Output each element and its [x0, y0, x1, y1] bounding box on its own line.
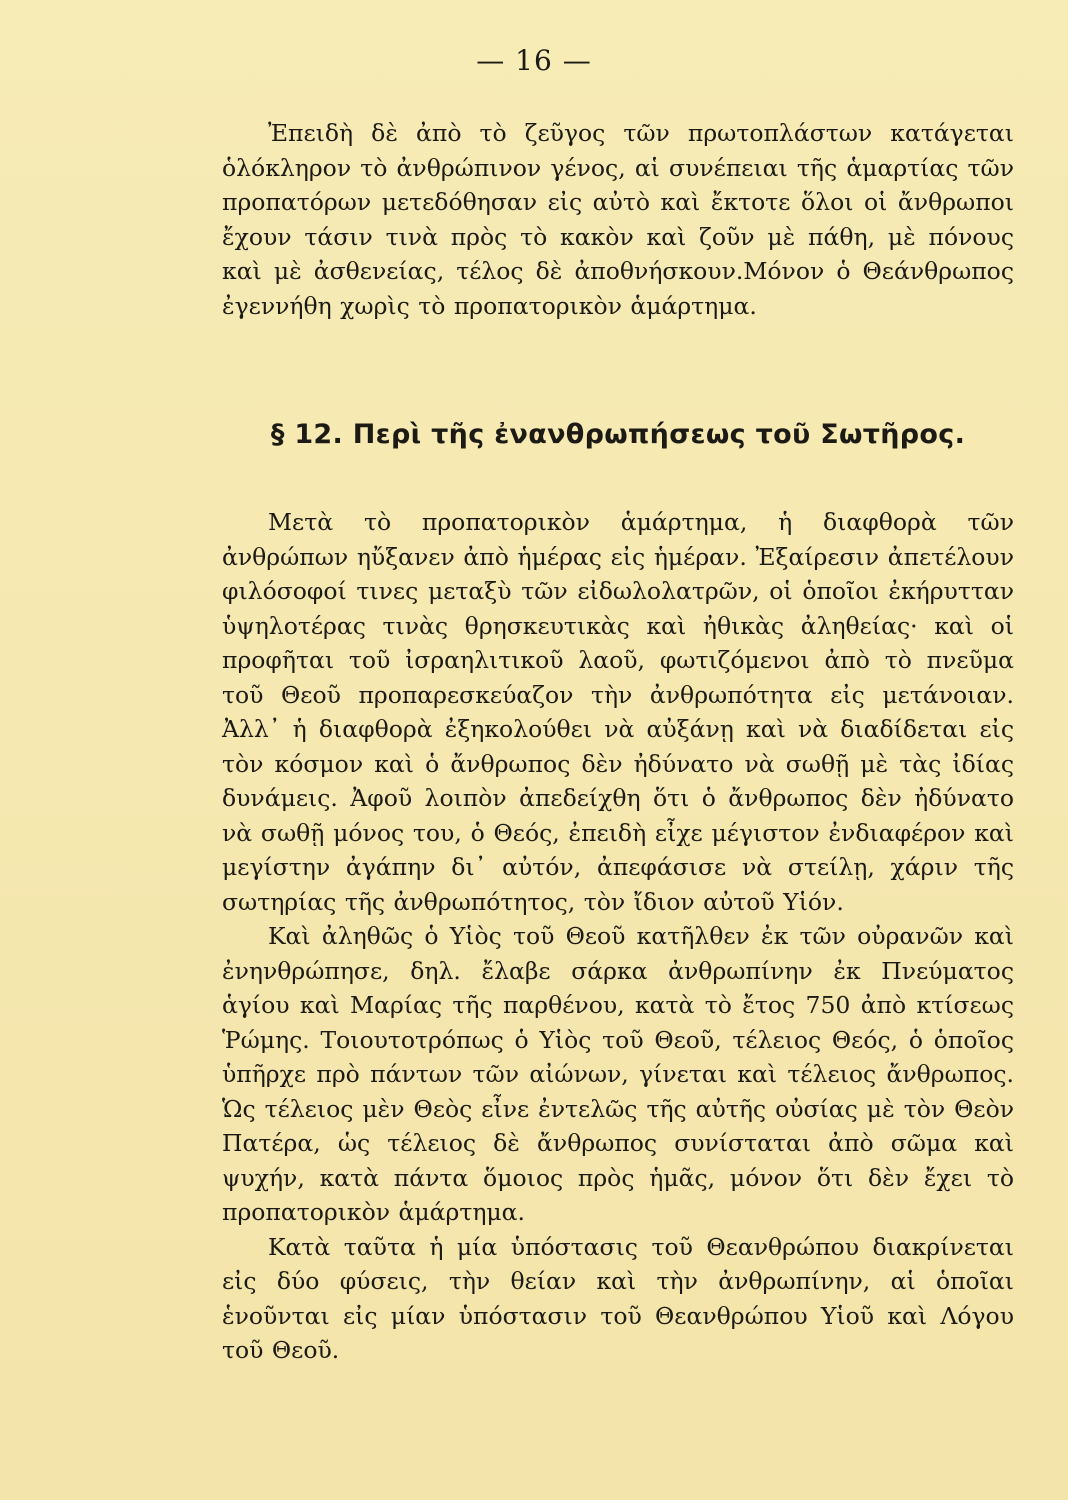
- section-paragraph-2: Καὶ ἀληθῶς ὁ Υἱὸς τοῦ Θεοῦ κατῆλθεν ἐκ τῶν οὐρανῶν καὶ ἐνηνθρώπησε, δηλ. ἔλαβε σάρκα ἀνθρωπίνην ἐκ Πνεύματος ἁγίου καὶ Μαρίας τῆς παρθένου, κατὰ τὸ ἔτος 750 ἀπὸ κτίσεως Ῥώμης. Τοιουτοτρόπως ὁ Υἱὸς τοῦ Θεοῦ, τέλειος Θεός, ὁ ὁποῖος ὑπῆρχε πρὸ πάντων τῶν αἰώνων, γίνεται καὶ τέλειος ἄνθρωπος. Ὡς τέλειος μὲν Θεὸς εἶνε ἐντελῶς τῆς αὐτῆς οὐσίας μὲ τὸν Θεὸν Πατέρα, ὡς τέλειος δὲ ἄνθρωπος συνίσταται ἀπὸ σῶμα καὶ ψυχήν, κατὰ πάντα ὅμοιος πρὸς ἡμᾶς, μόνον ὅτι δὲν ἔχει τὸ προπατορικὸν ἁμάρτημα.: [222, 922, 1014, 1226]
- section-paragraph-1: Μετὰ τὸ προπατορικὸν ἁμάρτημα, ἡ διαφθορὰ τῶν ἀνθρώπων ηὔξανεν ἀπὸ ἡμέρας εἰς ἡμέραν. Ἐξαίρεσιν ἀπετέλουν φιλόσοφοί τινες μεταξὺ τῶν εἰδωλολατρῶν, οἱ ὁποῖοι ἐκήρυτταν ὑψηλοτέρας τινὰς θρησκευτικὰς καὶ ἠθικὰς ἀληθείας· καὶ οἱ προφῆται τοῦ ἰσραηλιτικοῦ λαοῦ, φωτιζόμενοι ἀπὸ τὸ πνεῦμα τοῦ Θεοῦ προπαρεσκεύαζον τὴν ἀνθρωπότητα εἰς μετάνοιαν. Ἀλλ᾽ ἡ διαφθορὰ ἐξηκολούθει νὰ αὐξάνῃ καὶ νὰ διαδίδεται εἰς τὸν κόσμον καὶ ὁ ἄνθρωπος δὲν ἠδύνατο νὰ σωθῇ μὲ τὰς ἰδίας δυνάμεις. Ἀφοῦ λοιπὸν ἀπεδείχθη ὅτι ὁ ἄνθρωπος δὲν ἠδύνατο νὰ σωθῇ μόνος του, ὁ Θεός, ἐπειδὴ εἶχε μέγιστον ἐνδιαφέρον καὶ μεγίστην ἀγάπην δι᾽ αὐτόν, ἀπεφάσισε νὰ στείλῃ, χάριν τῆς σωτηρίας τῆς ἀνθρωπότητος, τὸν ἴδιον αὐτοῦ Υἱόν.: [222, 508, 1014, 916]
- intro-block: [222, 116, 1014, 323]
- page-number: — 16 —: [476, 44, 592, 77]
- section-paragraph-3: Κατὰ ταῦτα ἡ μία ὑπόστασις τοῦ Θεανθρώπου διακρίνεται εἰς δύο φύσεις, τὴν θείαν καὶ τὴν ἀνθρωπίνην, αἱ ὁποῖαι ἑνοῦνται εἰς μίαν ὑπόστασιν τοῦ Θεανθρώπου Υἱοῦ καὶ Λόγου τοῦ Θεοῦ.: [222, 1232, 1014, 1364]
- section-heading: § 12. Περὶ τῆς ἐνανθρωπήσεως τοῦ Σωτῆρος.: [270, 419, 966, 450]
- section-body: [222, 505, 1014, 1368]
- intro-paragraph: Ἐπειδὴ δὲ ἀπὸ τὸ ζεῦγος τῶν πρωτοπλάστων κατάγεται ὁλόκληρον τὸ ἀνθρώπινον γένος, αἱ συνέπειαι τῆς ἁμαρτίας τῶν προπατόρων μετεδόθησαν εἰς αὐτὸ καὶ ἔκτοτε ὅλοι οἱ ἄνθρωποι ἔχουν τάσιν τινὰ πρὸς τὸ κακὸν καὶ ζοῦν μὲ πάθη, μὲ πόνους καὶ μὲ ἀσθενείας, τέλος δὲ ἀποθνήσκουν.Μόνον ὁ Θεάνθρωπος ἐγεννήθη χωρὶς τὸ προπατορικὸν ἁμάρτημα.: [222, 119, 1014, 320]
